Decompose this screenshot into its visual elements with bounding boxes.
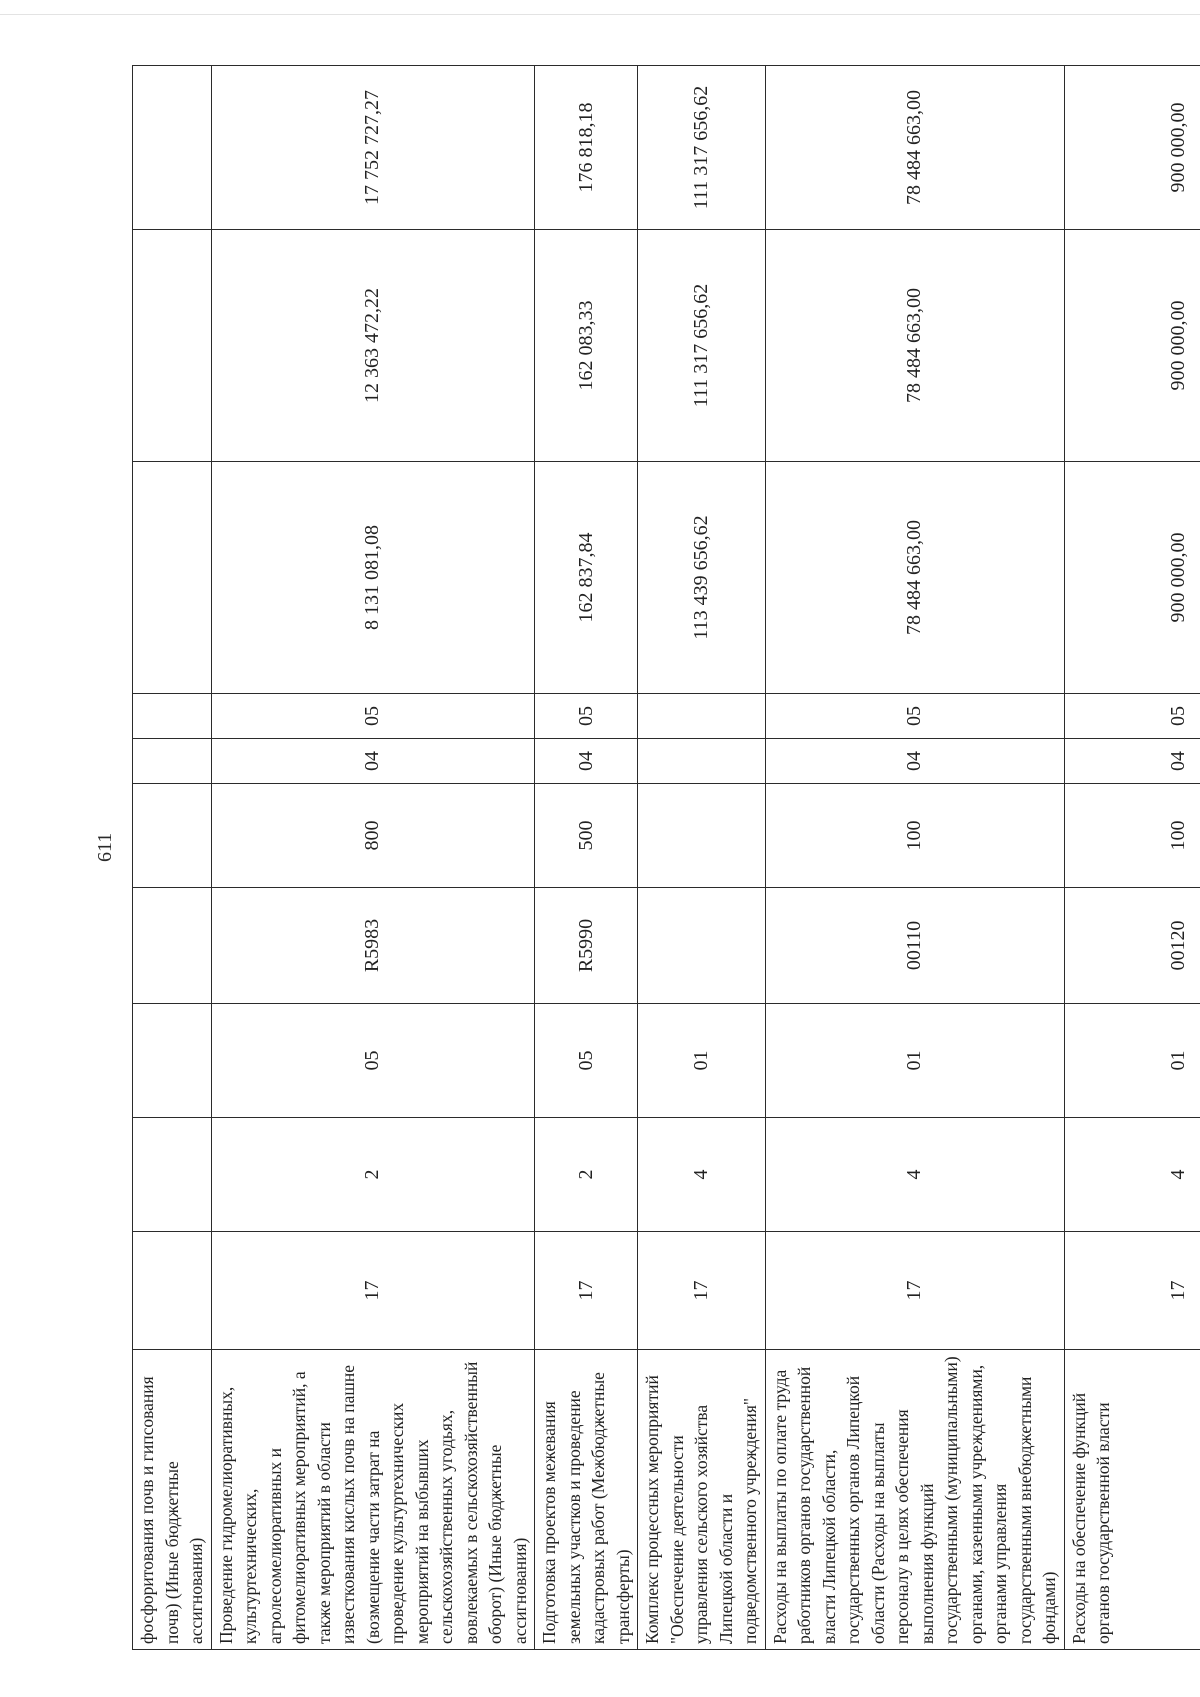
code-cell: 100 [1064,784,1200,888]
code-cell: 17 [765,1232,1064,1350]
code-cell [133,888,212,1004]
code-cell: 05 [1064,694,1200,739]
code-cell: 05 [535,694,638,739]
code-cell: 04 [1064,739,1200,784]
code-cell: 800 [211,784,535,888]
amount-cell: 8 131 081,08 [211,462,535,694]
amount-cell [133,230,212,462]
code-cell [638,694,766,739]
amount-cell: 176 818,18 [535,66,638,230]
row-name-cell: Комплекс процессных мероприятий "Обеспечение деятельности управления сельского хозяйства Липецкой области и подведомственного учреждения" [638,1350,766,1650]
table-row [133,66,212,1650]
table-row [211,66,535,1650]
code-cell [638,784,766,888]
code-cell: 00110 [765,888,1064,1004]
code-cell: R5983 [211,888,535,1004]
code-cell: 01 [1064,1004,1200,1118]
amount-cell: 900 000,00 [1064,462,1200,694]
code-cell: 17 [211,1232,535,1350]
code-cell: 05 [211,1004,535,1118]
code-cell: 2 [535,1118,638,1232]
code-cell: 05 [535,1004,638,1118]
code-cell: 2 [211,1118,535,1232]
rotated-table-container [132,66,1189,1650]
row-name-cell: фосфоритования почв и гипсования почв) (Иные бюджетные ассигнования) [133,1350,212,1650]
page-top-edge [0,0,1200,15]
amount-cell: 900 000,00 [1064,230,1200,462]
code-cell: R5990 [535,888,638,1004]
amount-cell: 113 439 656,62 [638,462,766,694]
code-cell: 05 [765,694,1064,739]
code-cell [133,739,212,784]
amount-cell: 17 752 727,27 [211,66,535,230]
amount-cell: 78 484 663,00 [765,462,1064,694]
amount-cell: 162 083,33 [535,230,638,462]
code-cell: 4 [765,1118,1064,1232]
table-row [1064,66,1200,1650]
budget-table [132,65,1200,1650]
code-cell [638,739,766,784]
code-cell: 17 [1064,1232,1200,1350]
code-cell: 01 [638,1004,766,1118]
code-cell: 00120 [1064,888,1200,1004]
code-cell [638,888,766,1004]
code-cell: 17 [638,1232,766,1350]
code-cell [133,694,212,739]
code-cell: 05 [211,694,535,739]
amount-cell [133,462,212,694]
code-cell: 100 [765,784,1064,888]
code-cell: 04 [535,739,638,784]
row-name-cell: Проведение гидромелиоративных, культуртехнических, агролесомелиоративных и фитомелиоративных мероприятий, а также мероприятий в области известкования кислых почв на пашне (возмещение части затрат на проведение культуртехнических мероприятий на выбывших сельскохозяйственных угодьях, вовлекаемых в сельскохозяйственный оборот) (Иные бюджетные ассигнования) [211,1350,535,1650]
code-cell: 4 [1064,1118,1200,1232]
code-cell [133,1004,212,1118]
amount-cell: 111 317 656,62 [638,230,766,462]
row-name-cell: Подготовка проектов межевания земельных участков и проведение кадастровых работ (Межбюджетные трансферты) [535,1350,638,1650]
amount-cell: 111 317 656,62 [638,66,766,230]
code-cell: 4 [638,1118,766,1232]
code-cell: 04 [211,739,535,784]
amount-cell: 12 363 472,22 [211,230,535,462]
code-cell: 04 [765,739,1064,784]
table-row [638,66,766,1650]
code-cell [133,1232,212,1350]
code-cell: 01 [765,1004,1064,1118]
amount-cell: 78 484 663,00 [765,66,1064,230]
page-number: 611 [94,832,116,862]
code-cell [133,784,212,888]
amount-cell: 162 837,84 [535,462,638,694]
table-row [765,66,1064,1650]
row-name-cell: Расходы на выплаты по оплате труда работников органов государственной власти Липецкой области, государственных органов Липецкой области (Расходы на выплаты персоналу в целях обеспечения выполнения функций государственными (муниципальными) органами, казенными учреждениями, органами управления государственными внебюджетными фондами) [765,1350,1064,1650]
table-row [535,66,638,1650]
code-cell: 500 [535,784,638,888]
amount-cell: 78 484 663,00 [765,230,1064,462]
code-cell [133,1118,212,1232]
code-cell: 17 [535,1232,638,1350]
amount-cell: 900 000,00 [1064,66,1200,230]
row-name-cell: Расходы на обеспечение функций органов государственной власти [1064,1350,1200,1650]
amount-cell [133,66,212,230]
